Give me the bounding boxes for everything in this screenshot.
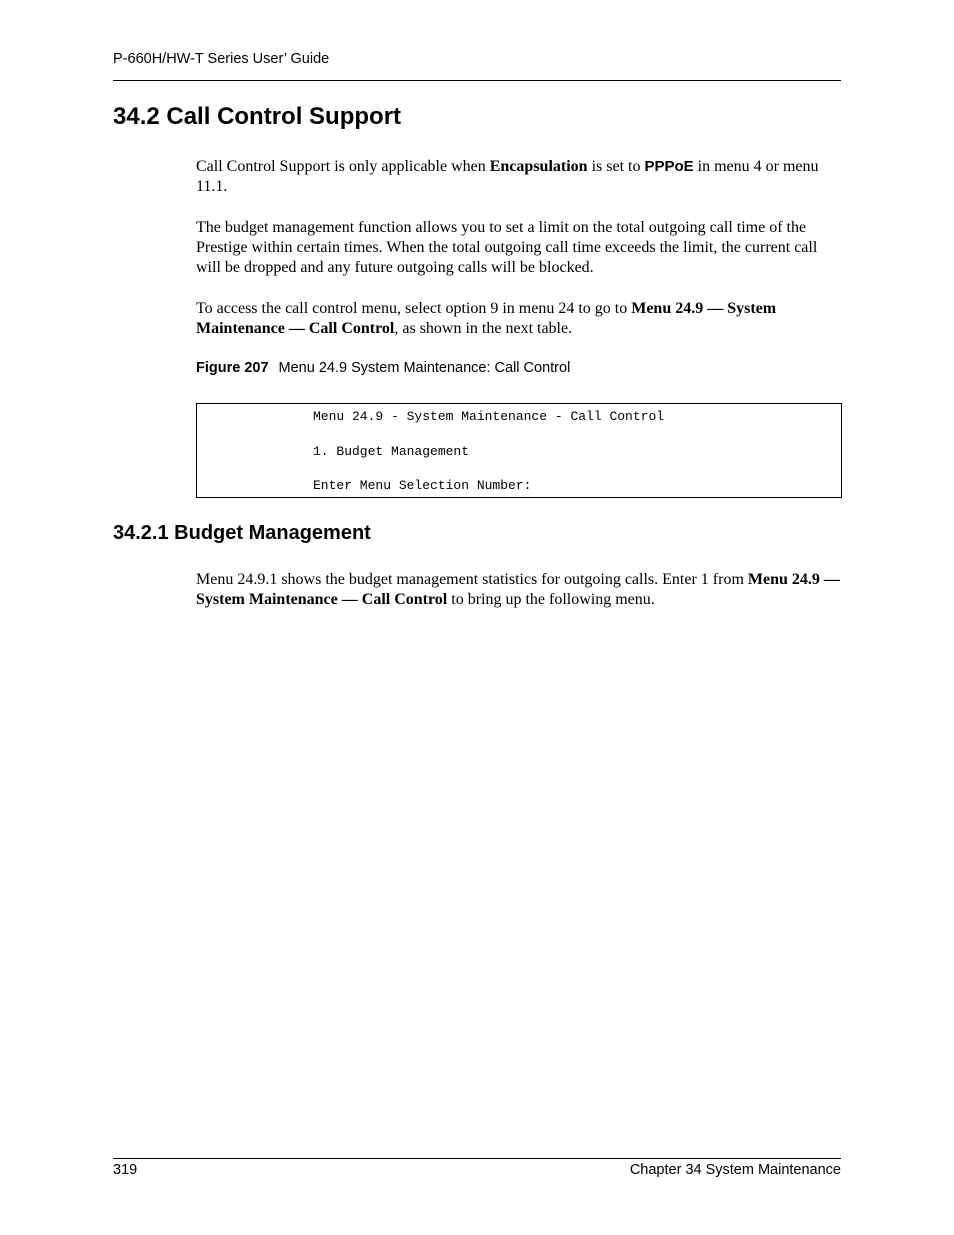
menu-screen-box <box>196 403 842 498</box>
bold-term-pppoe: PPPoE <box>644 158 694 175</box>
screen-option-budget-management: 1. Budget Management <box>313 444 470 459</box>
text-run: To access the call control menu, select option 9 in menu 24 to go to <box>196 300 632 317</box>
bold-menu-reference: Menu 24.9 — System Maintenance — Call Control <box>196 300 777 337</box>
figure-title: Menu 24.9 System Maintenance: Call Control <box>278 360 571 376</box>
header-rule <box>113 80 841 81</box>
screen-prompt: Enter Menu Selection Number: <box>313 478 532 493</box>
bold-menu-reference: Menu 24.9 — System Maintenance — Call Control <box>196 571 840 608</box>
figure-caption <box>196 360 570 376</box>
text-run: Menu 24.9.1 shows the budget management statistics for outgoing calls. Enter 1 from <box>196 571 748 588</box>
paragraph-budget-function: The budget management function allows you to set a limit on the total outgoing call time of the Prestige within certain times. When the total outgoing call time exceeds the limit, the current call will be dropped and any future outgoing calls will be blocked. <box>196 219 818 276</box>
text-run: is set to <box>587 158 645 175</box>
paragraph-budget-statistics <box>196 570 841 610</box>
section-heading: 34.2 Call Control Support <box>113 103 402 130</box>
page-number: 319 <box>113 1162 138 1178</box>
chapter-title: Chapter 34 System Maintenance <box>629 1162 841 1178</box>
paragraph-access-menu <box>196 299 841 339</box>
paragraph-applicability <box>196 157 841 197</box>
text-run: , as shown in the next table. <box>394 320 573 337</box>
subsection-heading: 34.2.1 Budget Management <box>113 522 371 544</box>
figure-label: Figure 207 <box>196 360 269 376</box>
running-header: P-660H/HW-T Series User’ Guide <box>113 51 330 67</box>
footer-rule <box>113 1158 841 1159</box>
bold-term-encapsulation: Encapsulation <box>489 158 588 175</box>
text-run: to bring up the following menu. <box>447 591 655 608</box>
text-run: Call Control Support is only applicable when <box>196 158 490 175</box>
screen-menu-title: Menu 24.9 - System Maintenance - Call Control <box>313 409 665 424</box>
text-run: in menu 4 or menu 11.1. <box>196 158 819 195</box>
